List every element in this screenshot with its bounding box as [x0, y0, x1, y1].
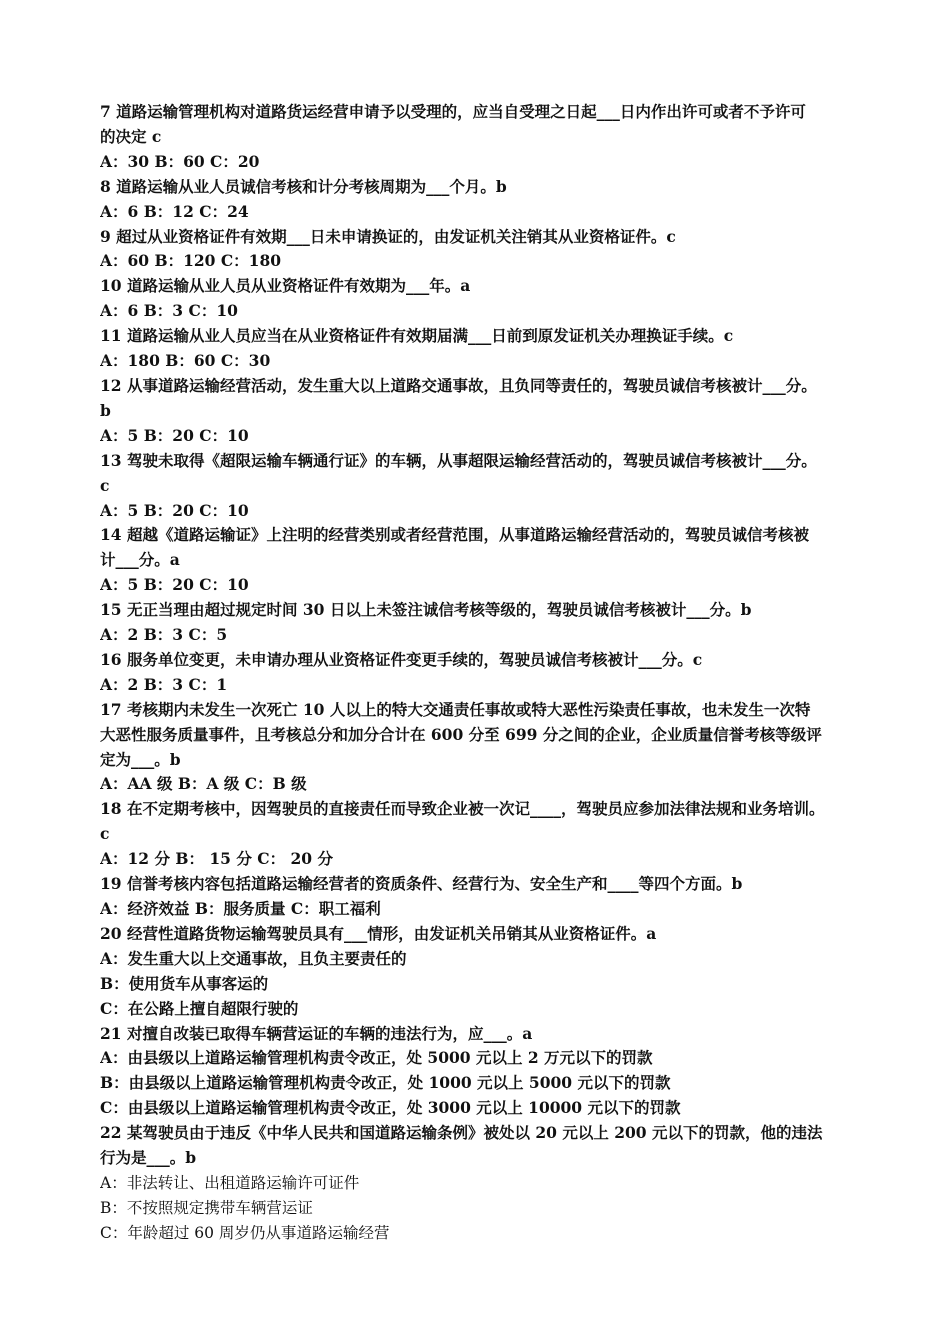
text-line: A：AA 级 B：A 级 C：B 级	[100, 774, 307, 794]
text-line: B：由县级以上道路运输管理机构责令改正，处 1000 元以上 5000 元以下的罚款	[100, 1073, 671, 1093]
text-line: 10 道路运输从业人员从业资格证件有效期为___年。a	[100, 276, 471, 296]
text-line: A：180 B：60 C：30	[100, 351, 271, 371]
text-line: A：30 B：60 C：20	[100, 151, 260, 171]
text-line: A：5 B：20 C：10	[100, 500, 249, 520]
text-line: 13 驾驶未取得《超限运输车辆通行证》的车辆，从事超限运输经营活动的，驾驶员诚信考核被计___分。	[100, 450, 817, 470]
text-line: 定为___。b	[100, 749, 181, 769]
text-line: 17 考核期内未发生一次死亡 10 人以上的特大交通责任事故或特大恶性污染责任事故，也未发生一次特	[100, 699, 811, 719]
question-text-block	[100, 100, 875, 1246]
text-line: 大恶性服务质量事件，且考核总分和加分合计在 600 分至 699 分之间的企业，企业质量信誉考核等级评	[100, 724, 822, 744]
text-line: A：5 B：20 C：10	[100, 575, 249, 595]
text-line: 22 某驾驶员由于违反《中华人民共和国道路运输条例》被处以 20 元以上 200 元以下的罚款，他的违法	[100, 1123, 823, 1143]
text-line: A：6 B：3 C：10	[100, 301, 238, 321]
text-line: c	[100, 475, 110, 495]
text-line: 7 道路运输管理机构对道路货运经营申请予以受理的，应当自受理之日起___日内作出许可或者不予许可	[100, 102, 806, 121]
text-line: A：经济效益 B：服务质量 C：职工福利	[100, 899, 381, 918]
text-line: A：6 B：12 C：24	[100, 201, 249, 221]
text-line: B：使用货车从事客运的	[100, 973, 269, 993]
text-line: A：发生重大以上交通事故，且负主要责任的	[100, 948, 407, 968]
text-line: 8 道路运输从业人员诚信考核和计分考核周期为___个月。b	[100, 176, 507, 196]
text-line: A：2 B：3 C：1	[100, 674, 228, 694]
text-line: A：60 B：120 C：180	[100, 251, 282, 271]
text-line: B：不按照规定携带车辆营运证	[100, 1198, 313, 1217]
text-line: A：由县级以上道路运输管理机构责令改正，处 5000 元以上 2 万元以下的罚款	[100, 1048, 653, 1068]
text-line: 16 服务单位变更，未申请办理从业资格证件变更手续的，驾驶员诚信考核被计___分。c	[100, 649, 703, 669]
text-line: 20 经营性道路货物运输驾驶员具有___情形，由发证机关吊销其从业资格证件。a	[100, 923, 657, 943]
text-line: 12 从事道路运输经营活动，发生重大以上道路交通事故，且负同等责任的，驾驶员诚信考核被计___分。	[100, 375, 817, 395]
text-line: A：2 B：3 C：5	[100, 625, 228, 645]
text-line: 18 在不定期考核中，因驾驶员的直接责任而导致企业被一次记____，驾驶员应参加法律法规和业务培训。	[100, 799, 825, 819]
text-line: b	[100, 400, 111, 420]
text-line: 计___分。a	[100, 550, 180, 570]
text-line: 15 无正当理由超过规定时间 30 日以上未签注诚信考核等级的，驾驶员诚信考核被计___分。b	[100, 600, 752, 620]
text-line: C：在公路上擅自超限行驶的	[100, 998, 299, 1018]
text-line: C：年龄超过 60 周岁仍从事道路运输经营	[100, 1223, 390, 1242]
text-line: 行为是___。b	[100, 1148, 197, 1168]
text-line: 的决定 c	[100, 126, 162, 146]
text-line: 21 对擅自改装已取得车辆营运证的车辆的违法行为，应___。a	[100, 1023, 533, 1043]
text-line: A：5 B：20 C：10	[100, 425, 249, 445]
text-line: c	[100, 824, 110, 844]
text-line: A：非法转让、出租道路运输许可证件	[100, 1173, 360, 1192]
text-line: A：12 分 B： 15 分 C： 20 分	[100, 849, 333, 869]
text-line: C：由县级以上道路运输管理机构责令改正，处 3000 元以上 10000 元以下的罚款	[100, 1098, 681, 1118]
text-line: 9 超过从业资格证件有效期___日未申请换证的，由发证机关注销其从业资格证件。c	[100, 226, 676, 246]
text-line: 19 信誉考核内容包括道路运输经营者的资质条件、经营行为、安全生产和____等四个方面。b	[100, 874, 743, 894]
text-line: 14 超越《道路运输证》上注明的经营类别或者经营范围，从事道路运输经营活动的，驾驶员诚信考核被	[100, 525, 809, 545]
text-line: 11 道路运输从业人员应当在从业资格证件有效期届满___日前到原发证机关办理换证手续。c	[100, 326, 734, 346]
